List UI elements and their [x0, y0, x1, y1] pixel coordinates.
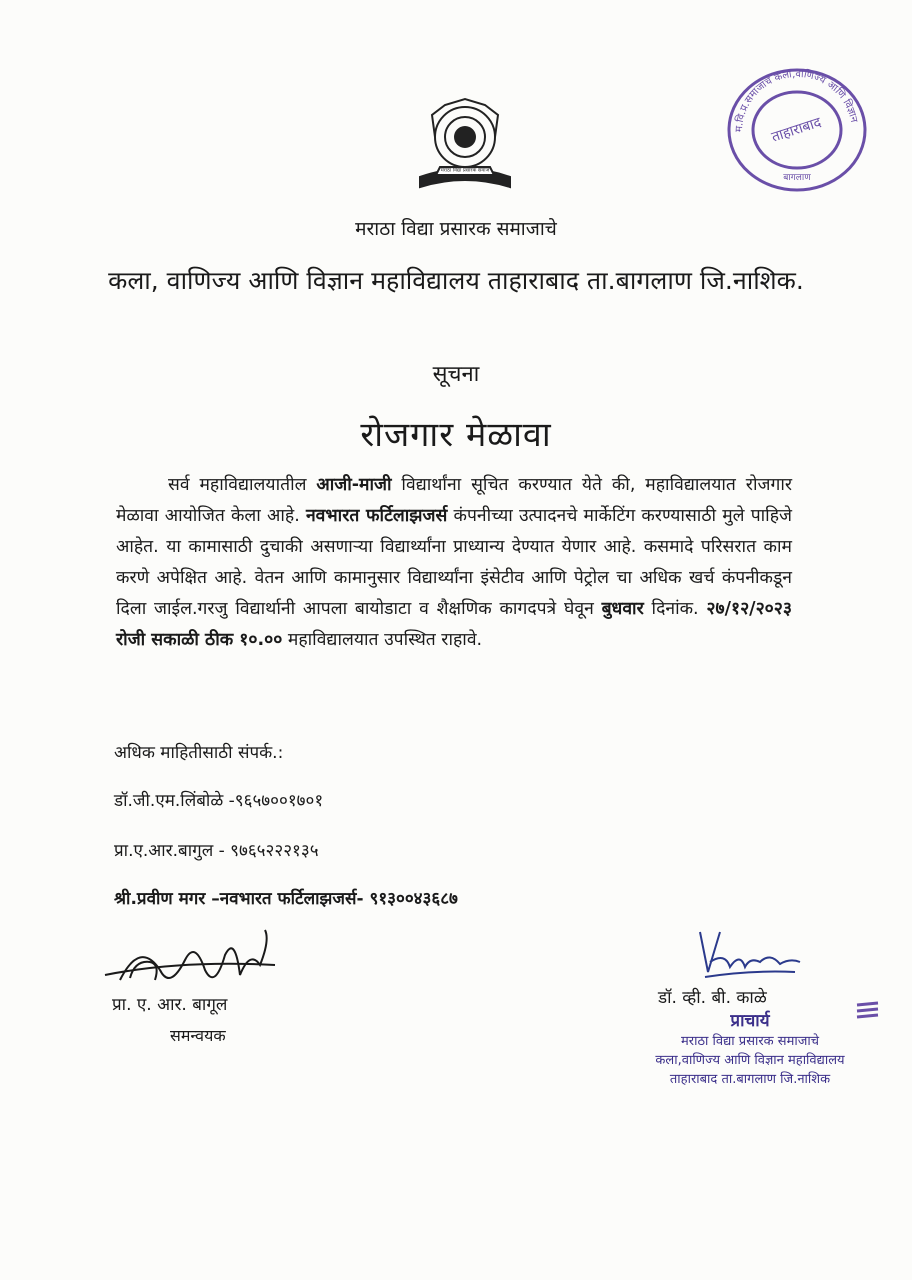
body-text-1: सर्व महाविद्यालयातील — [168, 475, 317, 495]
society-name: मराठा विद्या प्रसारक समाजाचे — [355, 218, 557, 240]
body-text-2: विद्यार्थांना सूचित करण्यात येते की, महाविद्यालयात रोजगार मेळावा आयोजित केला आहे. — [116, 475, 793, 526]
body-text-5: महाविद्यालयात उपस्थित राहावे. — [282, 630, 483, 650]
notice-body — [116, 470, 792, 656]
seal-outer-text: म.वि.प्र.समाजाचे कला,वाणिज्य आणि विज्ञान — [733, 68, 860, 133]
body-bold-date: २७/१२/२०२३ रोजी सकाळी ठीक १०.०० — [116, 599, 792, 650]
college-seal-stamp — [722, 62, 872, 192]
coordinator-name: प्रा. ए. आर. बागूल — [112, 995, 228, 1015]
principal-signature — [690, 922, 810, 992]
contact-line: डॉ.जी.एम.लिंबोळे -९६५७००१७०१ — [114, 791, 324, 811]
college-logo-icon — [410, 95, 520, 195]
principal-stamp-line: ताहाराबाद ता.बागलाण जि.नाशिक — [669, 1072, 831, 1087]
coordinator-signature — [100, 920, 300, 1040]
body-text-4: दिनांक. — [643, 599, 707, 619]
coordinator-role: समन्वयक — [170, 1026, 226, 1045]
seal-bottom-text: बागलाण — [783, 173, 811, 183]
notice-label: सूचना — [432, 362, 480, 387]
notice-title: रोजगार मेळावा — [360, 415, 552, 455]
contact-heading: अधिक माहितीसाठी संपर्क.: — [114, 743, 284, 763]
body-bold-students: आजी-माजी — [316, 475, 392, 495]
body-bold-day: बुधवार — [601, 599, 644, 619]
body-bold-company: नवभारत फर्टिलाझजर्स — [305, 506, 448, 526]
college-name: कला, वाणिज्य आणि विज्ञान महाविद्यालय ताहाराबाद ता.बागलाण जि.नाशिक. — [108, 266, 804, 295]
contact-line: प्रा.ए.आर.बागुल - ९७६५२२२१३५ — [114, 841, 319, 861]
principal-stamp-line: मराठा विद्या प्रसारक समाजाचे — [681, 1034, 819, 1049]
principal-role: प्राचार्य — [730, 1011, 770, 1031]
stamp-mark-icon — [855, 995, 880, 1025]
svg-text:मराठा विद्या प्रसारक समाज: मराठा विद्या प्रसारक समाज — [440, 167, 490, 174]
contact-line: श्री.प्रवीण मगर –नवभारत फर्टिलाझजर्स- ९१३००४३६८७ — [114, 889, 458, 909]
principal-stamp-line: कला,वाणिज्य आणि विज्ञान महाविद्यालय — [655, 1053, 845, 1068]
principal-stamp — [620, 1010, 880, 1089]
principal-name: डॉ. व्ही. बी. काळे — [658, 988, 767, 1008]
seal-inner-text: ताहाराबाद — [769, 114, 824, 146]
body-text-3: कंपनीच्या उत्पादनचे मार्केटिंग करण्यासाठी मुले पाहिजे आहेत. या कामासाठी दुचाकी असणाऱ्या विद्यार्थ्यांना प्राध्यान्य देण्यात येणार आहे. कसमादे परिसरात काम करणे अपेक्षित आहे. वेतन आणि कामानुसार विद्यार्थ्यांना इंसेटीव आणि पेट्रोल चा अधिक खर्च कंपनीकडून दिला जाईल.गरजु विद्यार्थानी आपला बायोडाटा व शैक्षणिक कागदपत्रे घेवून — [116, 506, 792, 619]
